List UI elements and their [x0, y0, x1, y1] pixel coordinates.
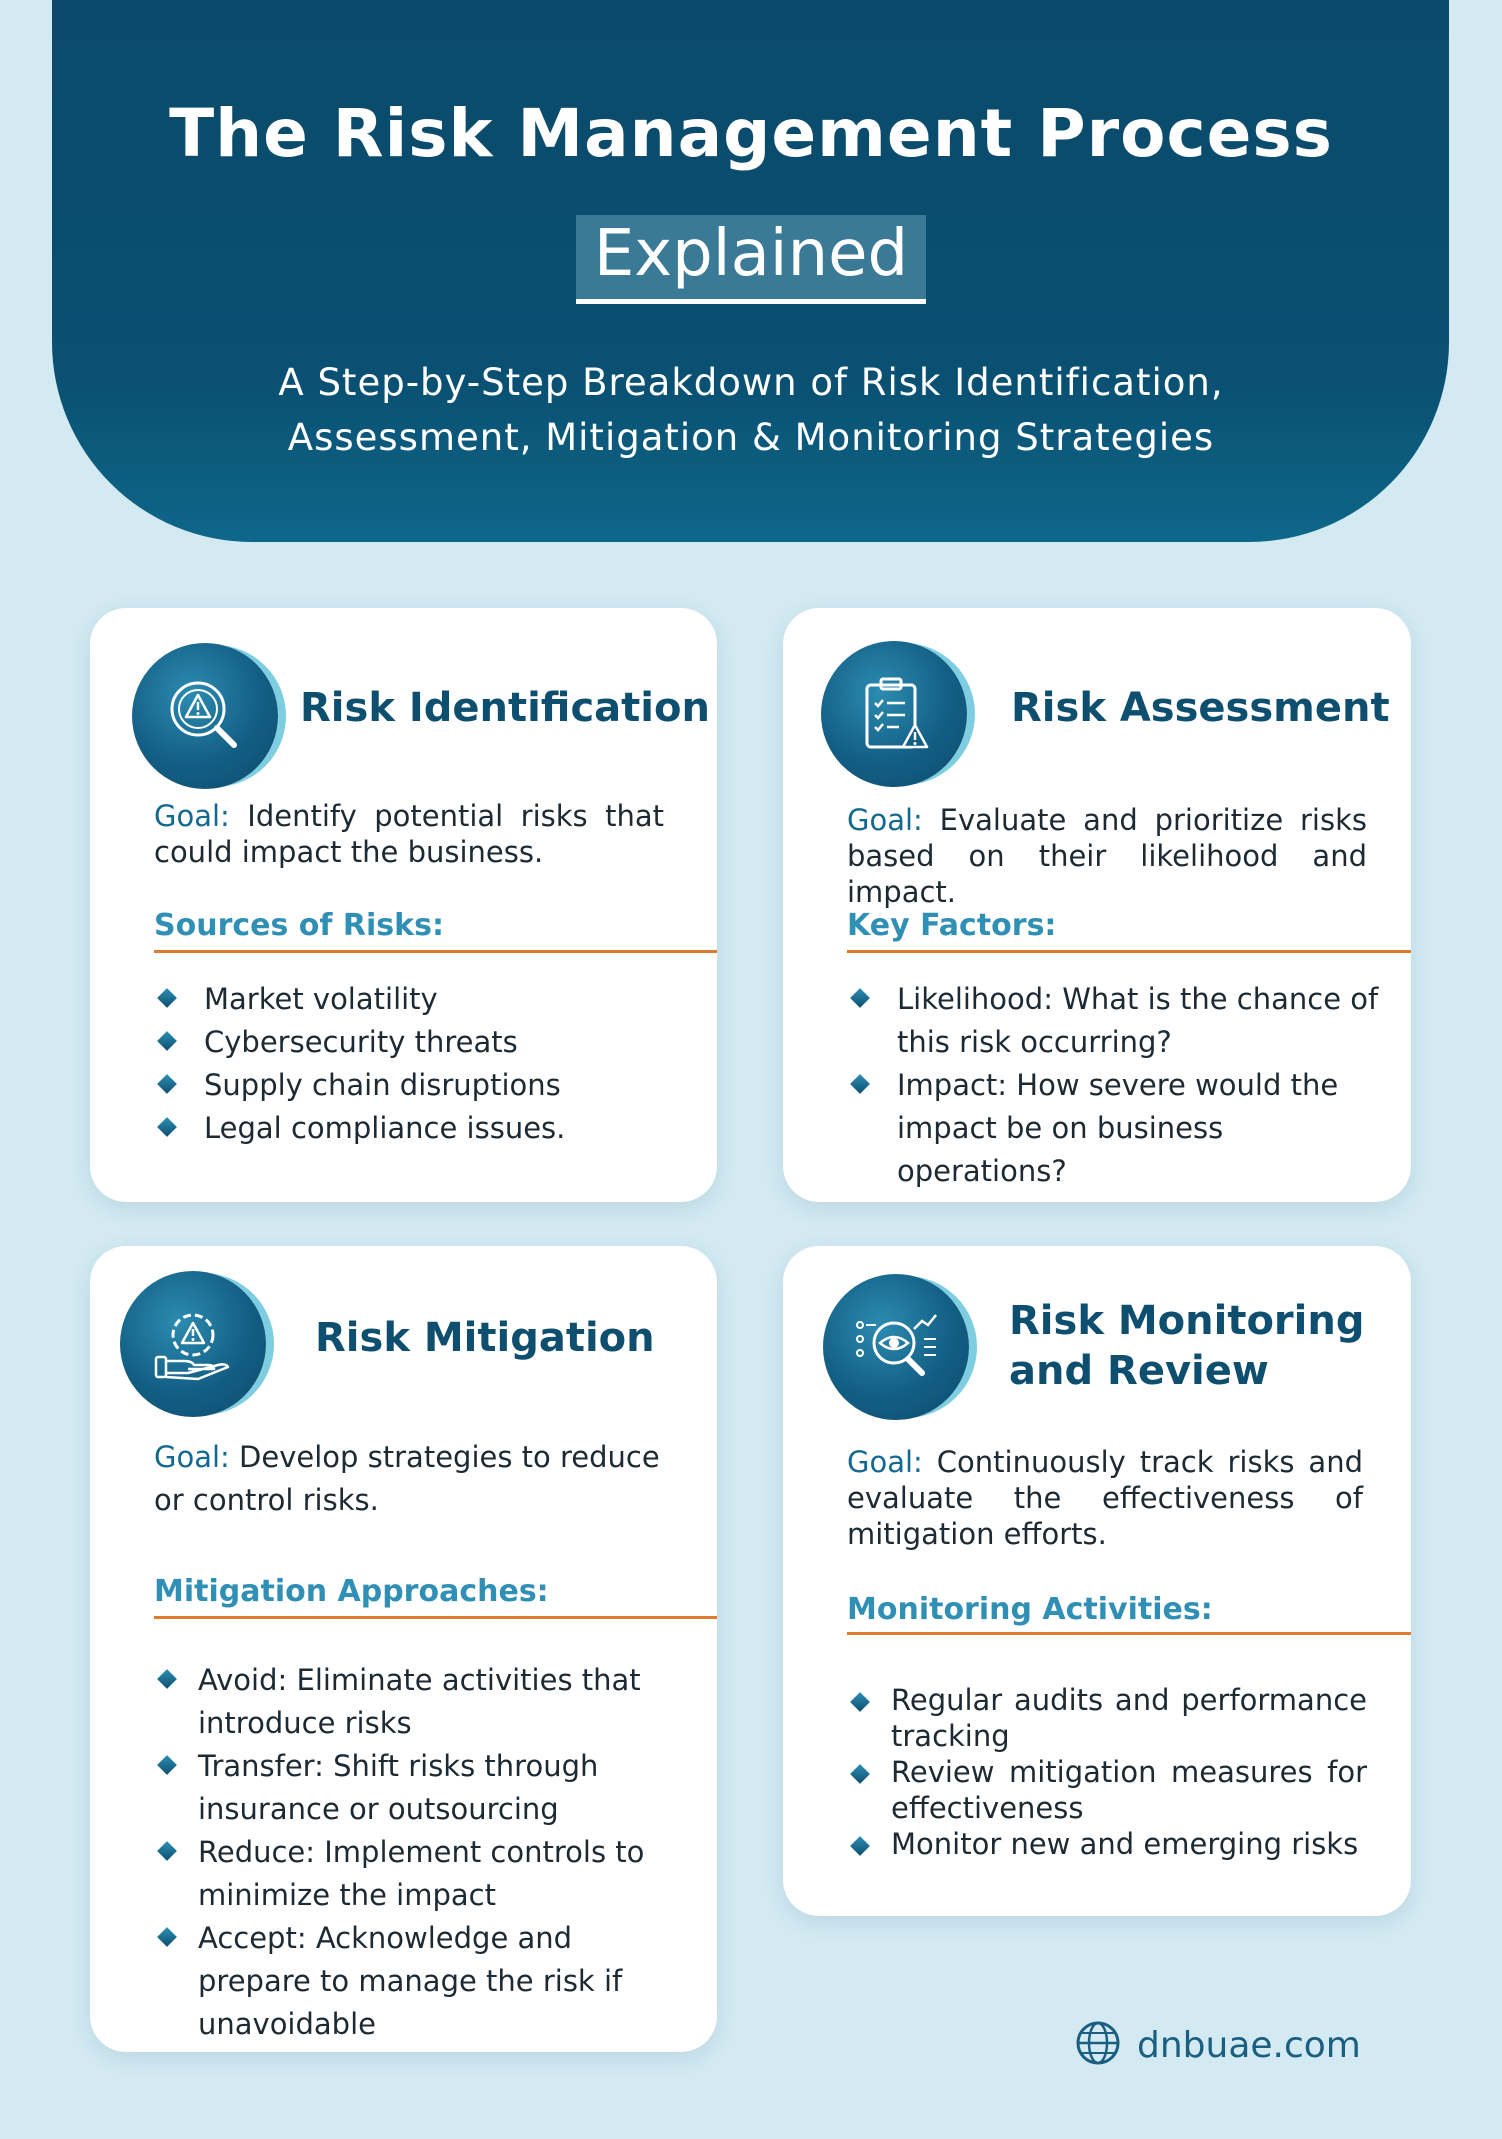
- list-item: Supply chain disruptions: [154, 1064, 694, 1107]
- goal-text: [847, 1444, 1363, 1552]
- section-divider: [847, 950, 1411, 953]
- goal-label: Goal:: [154, 1440, 230, 1474]
- section-label: Mitigation Approaches:: [154, 1574, 549, 1609]
- highlight-wrap: [0, 215, 1502, 304]
- list-item: Avoid: Eliminate activities that introduce risks: [154, 1659, 694, 1745]
- goal-description: Continuously track risks and evaluate the effectiveness of mitigation efforts.: [847, 1445, 1363, 1551]
- card-risk-assessment: [783, 608, 1411, 1202]
- card-title: Risk Assessment: [1011, 685, 1390, 731]
- list-item: Monitor new and emerging risks: [847, 1826, 1367, 1862]
- list-item: Review mitigation measures for effectiveness: [847, 1754, 1367, 1826]
- card-risk-identification: [90, 608, 717, 1202]
- card-risk-monitoring: [783, 1246, 1411, 1916]
- card-title: Risk Mitigation: [315, 1315, 655, 1361]
- card-title-line-2: and Review: [1009, 1348, 1269, 1394]
- card-title-line-1: Risk Monitoring: [1009, 1298, 1365, 1344]
- list-item: Likelihood: What is the chance of this risk occurring?: [847, 978, 1387, 1064]
- list-item: Regular audits and performance tracking: [847, 1682, 1367, 1754]
- eye-magnifier-chart-icon: [823, 1274, 969, 1420]
- bullet-list: [847, 978, 1387, 1193]
- section-label: Sources of Risks:: [154, 908, 444, 943]
- card-risk-mitigation: [90, 1246, 717, 2052]
- goal-text: [154, 798, 664, 870]
- list-item: Legal compliance issues.: [154, 1107, 694, 1150]
- gear-hand-warning-icon: [120, 1271, 266, 1417]
- section-label: Key Factors:: [847, 908, 1057, 943]
- bullet-list: [154, 978, 694, 1150]
- card-title: [1009, 1296, 1364, 1396]
- goal-label: Goal:: [847, 1445, 923, 1479]
- subtitle-line-1: A Step-by-Step Breakdown of Risk Identification,: [278, 361, 1224, 404]
- page-title: The Risk Management Process: [169, 95, 1333, 172]
- goal-label: Goal:: [847, 803, 923, 837]
- section-divider: [847, 1632, 1411, 1635]
- globe-icon: [1075, 2020, 1121, 2070]
- list-item: Accept: Acknowledge and prepare to manage the risk if unavoidable: [154, 1917, 694, 2046]
- bullet-list: [847, 1682, 1367, 1862]
- goal-text: [154, 1436, 664, 1522]
- warning-magnifier-icon: [132, 643, 278, 789]
- section-label: Monitoring Activities:: [847, 1592, 1213, 1627]
- card-title: Risk Identification: [300, 685, 710, 731]
- list-item: Transfer: Shift risks through insurance or outsourcing: [154, 1745, 694, 1831]
- bullet-list: [154, 1659, 694, 2046]
- page-subtitle: [0, 355, 1502, 465]
- list-item: Cybersecurity threats: [154, 1021, 694, 1064]
- subtitle-line-2: Assessment, Mitigation & Monitoring Strategies: [287, 416, 1215, 459]
- highlight-label: Explained: [576, 215, 926, 304]
- goal-description: Develop strategies to reduce or control risks.: [154, 1440, 660, 1517]
- goal-description: Identify potential risks that could impact the business.: [154, 799, 664, 869]
- list-item: Market volatility: [154, 978, 694, 1021]
- section-divider: [154, 950, 717, 953]
- clipboard-warning-icon: [821, 641, 967, 787]
- website-link[interactable]: dnbuae.com: [1137, 2024, 1361, 2066]
- goal-label: Goal:: [154, 799, 230, 833]
- goal-text: [847, 802, 1367, 910]
- section-divider: [154, 1616, 717, 1619]
- footer-website[interactable]: [1075, 2020, 1361, 2070]
- list-item: Reduce: Implement controls to minimize the impact: [154, 1831, 694, 1917]
- list-item: Impact: How severe would the impact be on business operations?: [847, 1064, 1387, 1193]
- goal-description: Evaluate and prioritize risks based on their likelihood and impact.: [847, 803, 1367, 909]
